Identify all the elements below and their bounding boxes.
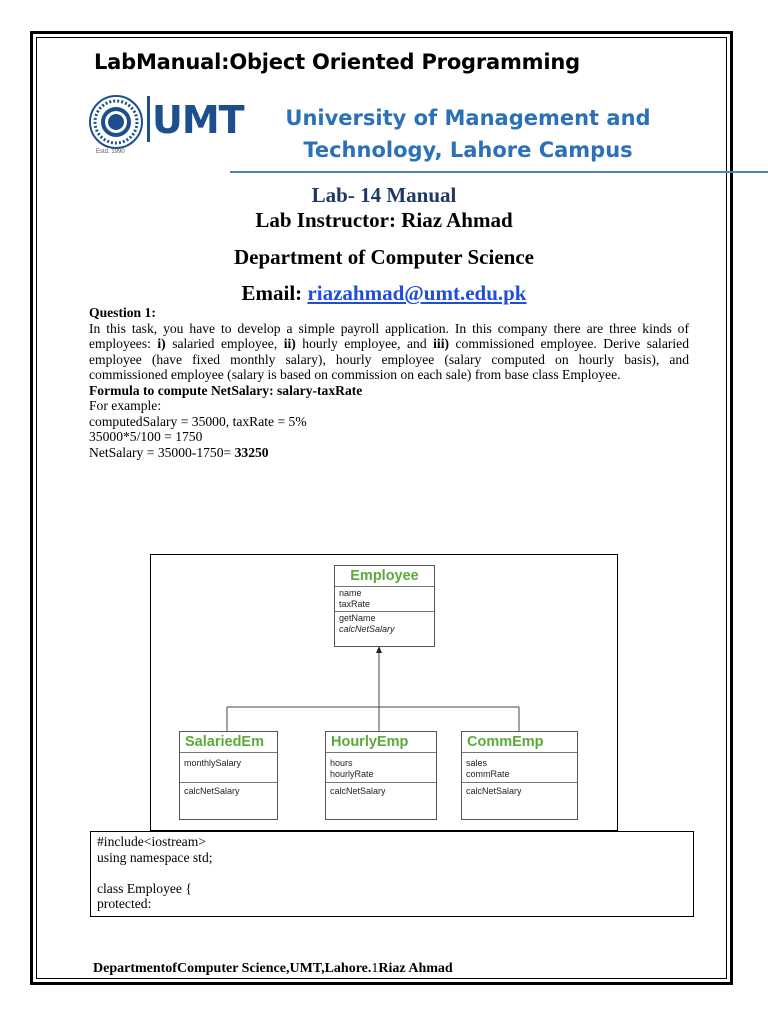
- class-attributes: [462, 753, 577, 782]
- attribute: taxRate: [339, 598, 371, 609]
- footer-department: DepartmentofComputer Science,UMT,Lahore.: [93, 961, 372, 976]
- email-link[interactable]: riazahmad@umt.edu.pk: [307, 281, 527, 305]
- item-3-number: iii): [433, 336, 449, 351]
- university-line-1: University of Management and: [285, 106, 651, 130]
- net-salary-result: 33250: [234, 444, 269, 460]
- page-number: 1: [371, 961, 379, 976]
- class-commemp: [461, 731, 578, 820]
- inheritance-arrow-icon: [376, 646, 382, 653]
- example-line: computedSalary = 35000, taxRate = 5%: [89, 413, 307, 429]
- footer-author: Riaz Ahmad: [378, 961, 453, 976]
- lab-manual-title: LabManual:Object Oriented Programming: [94, 50, 580, 74]
- attribute: name: [339, 588, 362, 598]
- code-line: #include<iostream>: [97, 834, 206, 849]
- lab-instructor: Lab Instructor: Riaz Ahmad: [255, 208, 513, 232]
- class-methods: [335, 611, 434, 636]
- item-1-number: i): [157, 336, 166, 351]
- method: calcNetSalary: [184, 786, 240, 796]
- lab-number: Lab- 14 Manual: [311, 183, 457, 207]
- class-methods: [326, 782, 436, 799]
- class-salariedem: [179, 731, 278, 820]
- question-intro: In this task, you have to develop a simple payroll application. In this company there are three kinds of employees:: [89, 320, 689, 351]
- email-line: [0, 281, 768, 306]
- umt-logo-text: UMT: [152, 98, 244, 142]
- question-text: [89, 321, 689, 383]
- page-footer: [93, 961, 453, 977]
- question-heading: Question 1:: [89, 305, 156, 320]
- attribute: sales: [466, 758, 488, 768]
- header-rule: [230, 171, 768, 173]
- class-attributes: [326, 753, 436, 782]
- logo-divider: [147, 96, 150, 142]
- code-line: [97, 865, 687, 881]
- department-title: Department of Computer Science: [234, 245, 534, 269]
- item-2-number: ii): [283, 336, 296, 351]
- email-label: Email:: [241, 281, 308, 305]
- attribute: commRate: [466, 768, 510, 779]
- estd-label: Estd. 1990: [96, 149, 125, 155]
- question-section: [89, 305, 689, 460]
- uml-class-diagram: [150, 554, 618, 831]
- item-3-text: commissioned employee. Derive salaried employee (have fixed monthly salary), hourly employee (salary computed on hourly basis), and commissioned employee (salary is based on commission on each sale) from base class Employee.: [89, 336, 689, 382]
- method: calcNetSalary: [330, 786, 386, 796]
- class-methods: [180, 782, 277, 799]
- net-salary-expression: NetSalary = 35000-1750=: [89, 444, 235, 460]
- code-line: class Employee {: [97, 880, 192, 896]
- attribute: hourlyRate: [330, 768, 374, 779]
- formula-heading: Formula to compute NetSalary: salary-taxRate: [89, 382, 363, 398]
- class-employee: [334, 565, 435, 647]
- university-name: [264, 102, 672, 166]
- abstract-method: calcNetSalary: [339, 623, 395, 634]
- code-listing: [90, 831, 694, 917]
- attribute: hours: [330, 758, 353, 768]
- university-line-2: Technology, Lahore Campus: [303, 138, 633, 162]
- class-methods: [462, 782, 577, 799]
- class-name: CommEmp: [462, 732, 577, 753]
- class-attributes: [180, 753, 277, 782]
- class-name: Employee: [335, 566, 434, 587]
- code-line: protected:: [97, 896, 152, 911]
- code-line: using namespace std;: [97, 849, 213, 865]
- attribute: monthlySalary: [184, 758, 242, 768]
- example-line: 35000*5/100 = 1750: [89, 429, 203, 444]
- class-hourlyemp: [325, 731, 437, 820]
- method: getName: [339, 613, 376, 623]
- class-name: SalariedEm: [180, 732, 277, 753]
- class-name: HourlyEmp: [326, 732, 436, 753]
- example-line: For example:: [89, 398, 162, 413]
- class-attributes: [335, 587, 434, 611]
- item-2-text: hourly employee, and: [295, 336, 434, 351]
- method: calcNetSalary: [466, 786, 522, 796]
- umt-seal-icon: [88, 94, 144, 150]
- net-salary-line: [89, 445, 689, 461]
- item-1-text: salaried employee,: [165, 336, 284, 351]
